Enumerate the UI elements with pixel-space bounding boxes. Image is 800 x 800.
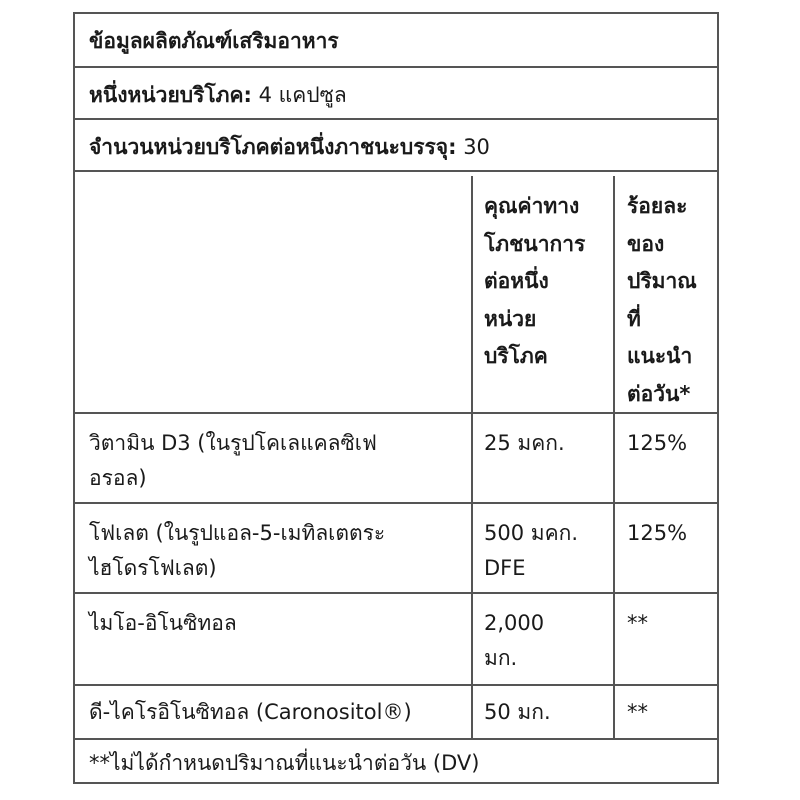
header-dv-line: ที่ (627, 306, 641, 331)
supplement-facts-table (73, 12, 719, 784)
amount-line: มก. (484, 646, 518, 670)
amount-cell (471, 594, 613, 684)
nutrient-name-cell (75, 594, 471, 684)
header-amount-line: คุณค่าทาง (484, 194, 580, 218)
serving-size-value: 4 แคปซูล (258, 83, 347, 107)
servings-per-container-value: 30 (463, 135, 490, 159)
amount-cell (471, 686, 613, 738)
header-dv-cell (613, 176, 719, 412)
column-header-row (75, 172, 717, 414)
servings-per-container-label: จำนวนหน่วยบริโภคต่อหนึ่งภาชนะบรรจุ: (89, 135, 457, 159)
header-dv-line: ปริมาณ (627, 269, 697, 293)
nutrient-name-line: วิตามิน D3 (ในรูปโคเลแคลซิเฟ (89, 431, 377, 455)
table-row (75, 504, 717, 594)
header-amount-line: โภชนาการ (484, 231, 586, 256)
amount-line: 500 มคก. (484, 521, 579, 545)
title-row (75, 14, 717, 68)
nutrient-name-line: ไมโอ-อิโนซิทอล (89, 611, 237, 635)
amount-cell (471, 414, 613, 502)
header-dv-line: แนะนำ (627, 344, 693, 368)
nutrient-name-line: โฟเลต (ในรูปแอล-5-เมทิลเตตระ (89, 521, 386, 545)
nutrient-name-cell (75, 686, 471, 738)
footnote: **ไม่ได้กำหนดปริมาณที่แนะนำต่อวัน (DV) (89, 751, 480, 775)
header-dv-line: ร้อยละ (627, 194, 688, 218)
daily-value-cell (613, 686, 719, 738)
header-dv-line: ของ (627, 231, 665, 256)
header-amount-line: หน่วย (484, 306, 537, 331)
daily-value: ** (627, 611, 648, 635)
servings-per-container (89, 134, 490, 160)
nutrient-name-cell (75, 414, 471, 502)
daily-value-cell (613, 414, 719, 502)
table-row (75, 594, 717, 686)
header-amount-cell (471, 176, 613, 412)
amount-line: 25 มคก. (484, 431, 565, 455)
amount-line: DFE (484, 556, 526, 580)
header-dv-line: ต่อวัน* (627, 381, 691, 406)
table-title: ข้อมูลผลิตภัณฑ์เสริมอาหาร (89, 29, 339, 53)
nutrient-name-line: อรอล) (89, 466, 147, 490)
header-amount-line: บริโภค (484, 344, 548, 368)
footnote-row (75, 740, 717, 784)
nutrient-name-cell (75, 504, 471, 592)
header-nutrient-cell (75, 172, 471, 412)
table-row (75, 686, 717, 740)
nutrient-name-line: ดี-ไคโรอิโนซิทอล (Caronositol®) (89, 700, 412, 724)
daily-value-cell (613, 504, 719, 592)
serving-size (89, 82, 347, 108)
servings-per-container-row (75, 120, 717, 172)
header-amount-line: ต่อหนึ่ง (484, 269, 549, 293)
serving-size-label: หนึ่งหน่วยบริโภค: (89, 83, 252, 107)
table-row (75, 414, 717, 504)
nutrient-name-line: ไฮโดรโฟเลต) (89, 556, 217, 580)
serving-size-row (75, 68, 717, 120)
amount-line: 2,000 (484, 611, 545, 635)
amount-cell (471, 504, 613, 592)
daily-value-cell (613, 594, 719, 684)
daily-value: ** (627, 700, 648, 724)
daily-value: 125% (627, 431, 688, 455)
daily-value: 125% (627, 521, 688, 545)
amount-line: 50 มก. (484, 700, 551, 724)
